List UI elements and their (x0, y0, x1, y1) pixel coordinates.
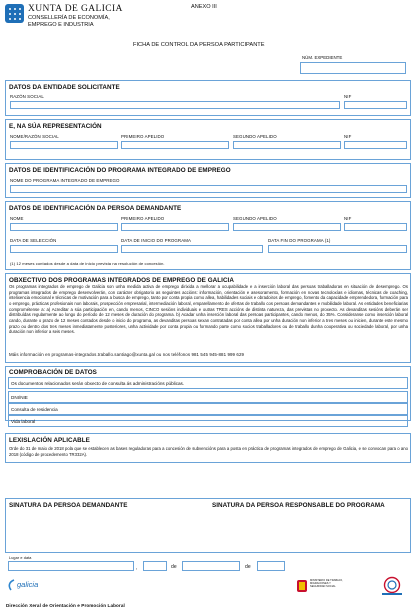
rep-first-surname-label: PRIMEIRO APELIDO (121, 134, 165, 139)
expediente-field[interactable] (300, 62, 406, 74)
galicia-logo-text: galicia (17, 580, 39, 589)
year-field[interactable] (257, 561, 285, 571)
start-date-label: DATA DE INICIO DO PROGRAMA (121, 238, 192, 243)
applicant-nif-label: NIF (344, 216, 352, 221)
month-field[interactable] (182, 561, 240, 571)
spain-coat-of-arms-icon (296, 578, 308, 594)
de-label-2: de (245, 564, 251, 570)
entity-nif-field[interactable] (344, 101, 407, 109)
check-item-residencia: Consulta de residencia (8, 403, 408, 415)
galicia-swoosh-icon (6, 579, 16, 591)
program-signature-label: SINATURA DA PERSOA RESPONSABLE DO PROGRAMA (212, 502, 385, 509)
applicant-first-surname-label: PRIMEIRO APELIDO (121, 216, 165, 221)
check-item-vida-laboral: Vida laboral (8, 415, 408, 427)
place-field[interactable] (8, 561, 134, 571)
rep-second-surname-label: SEGUNDO APELIDO (233, 134, 277, 139)
social-fund-icon (377, 576, 407, 596)
start-date-field[interactable] (121, 245, 263, 253)
checks-intro-row: Os documentos relacionados serán obxecto de consulta ás administracións públicas. (8, 377, 408, 389)
objective-more-info: Máis información en programas-integrados.traballo.santiago@xunta.gal ou nos teléfonos 981 545 945-881 999 629 (9, 352, 245, 357)
applicant-name-label: NOME (10, 216, 24, 221)
rep-nif-label: NIF (344, 134, 352, 139)
program-title: DATOS DE IDENTIFICACIÓN DO PROGRAMA INTEGRADO DE EMPREGO (9, 167, 231, 174)
selection-date-label: DATA DE SELECCIÓN (10, 238, 57, 243)
rep-second-surname-field[interactable] (233, 141, 341, 149)
xunta-emblem-icon (5, 4, 24, 23)
applicant-nif-field[interactable] (344, 223, 407, 231)
program-name-label: NOME DO PROGRAMA INTEGRADO DE EMPREGO (10, 178, 120, 183)
representation-title: E, NA SÚA REPRESENTACIÓN (9, 123, 102, 130)
program-name-field[interactable] (10, 185, 407, 193)
dept-line-1: CONSELLERÍA DE ECONOMÍA, (28, 15, 110, 21)
org-name: XUNTA DE GALICIA (28, 4, 123, 14)
applicant-name-field[interactable] (10, 223, 118, 231)
legislation-title: LEXISLACIÓN APLICABLE (9, 437, 90, 444)
day-field[interactable] (143, 561, 167, 571)
entity-title: DATOS DA ENTIDADE SOLICITANTE (9, 84, 120, 91)
selection-date-field[interactable] (10, 245, 118, 253)
applicant-signature-label: SINATURA DA PERSOA DEMANDANTE (9, 502, 128, 509)
rep-nif-field[interactable] (344, 141, 407, 149)
checks-title: COMPROBACIÓN DE DATOS (9, 369, 97, 376)
end-date-label: DATA FIN DO PROGRAMA (1) (268, 238, 331, 243)
place-comma: , (136, 565, 138, 571)
applicant-second-surname-label: SEGUNDO APELIDO (233, 216, 277, 221)
end-date-field[interactable] (268, 245, 407, 253)
objective-text: Os programas integrados de emprego de Galicia son unha medida activa de emprego dirixida a mellorar a ocupabilidade e a inserción laboral das persoas traballadoras en situación de desemprego. Os programas integrados de emprego desenvolverán, con carácter obrigatorio as seguintes accións: información, orientación e asesoramento, formación en novas tecnoloxías e idiomas, técnicas de coaching, intelixencia emocional e técnicas de motivación para a busca de emprego, tanto por conta propia como allea, habilidades sociais e obradoiros de emprego, fomento da capacidade emprendedora, formación para o emprego, prácticas profesionais non laborais, prospección empresarial, intermediación laboral, emparellamento de ofertas de traballo cos persoas demandantes e mobilidade laboral. As entidades beneficiarias comprométense a: a) Acreditar a súa participación en, cando menos, CINCO sesións individuais e outras TRES accións de distinta natureza, das previstas no proxecto. As devanditas sesións deberán ser distribuídas regularmente ao longo do período de 12 meses de duración do programa. b) Acadar unha inserción laboral das persoas participantes, cando menos, do 35%. Consideranse como inserción laboral cando, durante o prazo de 12 meses contados desde o inicio do programa, as devanditas persoas sexan contratadas por conta allea por unha duración non inferior a tres meses ou inicien, durante este mesmo prazo ou dentro dos tres meses inmediatamente posteriores, unha actividade por conta propia ou formando parte como socios traballadores ou de traballo dunha cooperativa ou sociedade laboral, por unha duración non inferior a seis meses. (9, 284, 408, 335)
entity-nif-label: NIF (344, 94, 352, 99)
ministry-text: MINISTERIO DE TRABAJO, MIGRACIONES Y SEGURIDAD SOCIAL (310, 579, 343, 589)
place-date-label: Lugar e data (9, 556, 32, 560)
dept-line-2: EMPREGO E INDUSTRIA (28, 22, 94, 28)
rep-first-surname-field[interactable] (121, 141, 229, 149)
legislation-text: Orde do 31 de maio de 2018 pola que se establecen as bases reguladoras para a concesión de subvencións para a posta en práctica de programas integrados de emprego de Galicia, e se convocan para o ano 2018 (código de procedemento TR332A). (9, 446, 408, 457)
rep-name-field[interactable] (10, 141, 118, 149)
galicia-logo (6, 578, 51, 592)
check-item-dni: DNI/NIE (8, 391, 408, 403)
form-title: FICHA DE CONTROL DA PERSOA PARTICIPANTE (133, 42, 265, 48)
annex-label: ANEXO III (191, 4, 217, 10)
applicant-second-surname-field[interactable] (233, 223, 341, 231)
applicant-footnote: (1) 12 meses contados desde a data de inicio prevista na resolución de concesión. (10, 261, 165, 266)
eu-logo (377, 576, 407, 596)
objective-title: OBXECTIVO DOS PROGRAMAS INTEGRADOS DE EMPREGO DE GALICIA (9, 277, 234, 284)
razon-social-label: RAZÓN SOCIAL (10, 94, 44, 99)
applicant-first-surname-field[interactable] (121, 223, 229, 231)
razon-social-field[interactable] (10, 101, 340, 109)
directorate-label: Dirección Xeral de Orientación e Promoción Laboral (6, 603, 125, 608)
applicant-title: DATOS DE IDENTIFICACIÓN DA PERSOA DEMANDANTE (9, 205, 182, 212)
ministry-logo (296, 578, 346, 594)
de-label-1: de (171, 564, 177, 570)
rep-name-label: NOME/RAZÓN SOCIAL (10, 134, 59, 139)
expediente-label: NÚM. EXPEDIENTE (302, 55, 343, 60)
